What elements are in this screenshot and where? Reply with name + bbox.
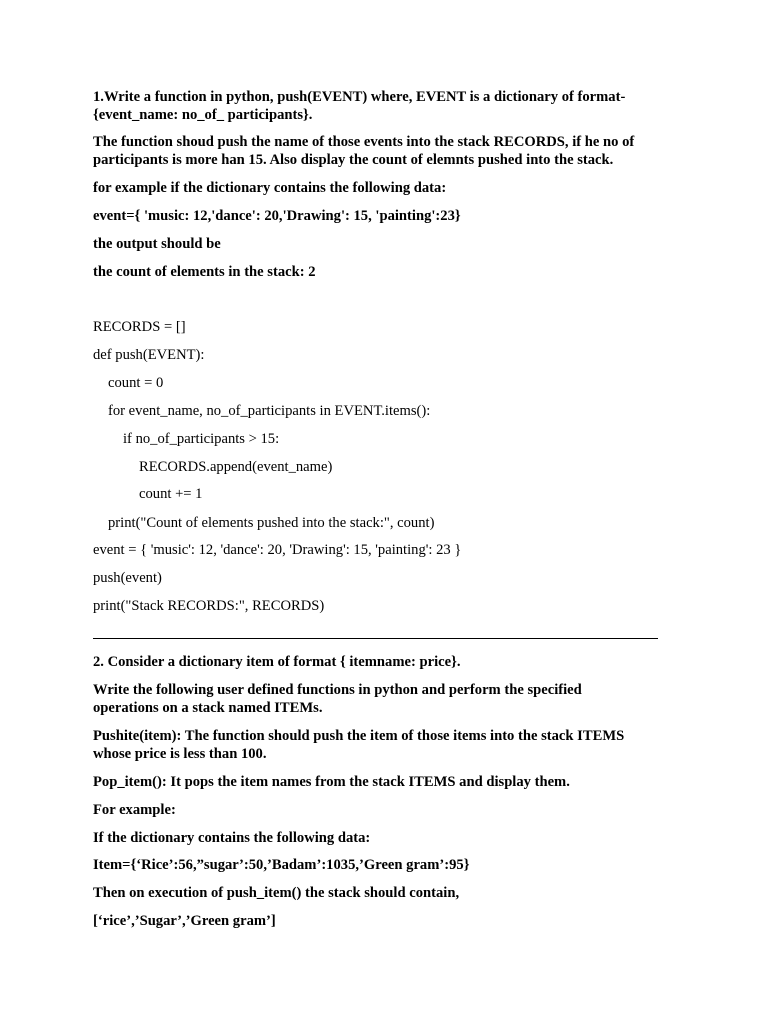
- code-line: for event_name, no_of_participants in EVENT.items():: [108, 403, 431, 419]
- code-line: RECORDS.append(event_name): [139, 459, 333, 475]
- code-line: count = 0: [108, 375, 164, 391]
- q2-description-line-1: Write the following user defined functions in python and perform the specified: [93, 682, 582, 698]
- q2-pop-spec: Pop_item(): It pops the item names from the stack ITEMS and display them.: [93, 774, 570, 790]
- q1-example-data: event={ 'music: 12,'dance': 20,'Drawing': 15, 'painting':23}: [93, 208, 461, 224]
- code-line: print("Stack RECORDS:", RECORDS): [93, 598, 325, 614]
- q1-title-line-1: 1.Write a function in python, push(EVENT) where, EVENT is a dictionary of format-: [93, 89, 626, 105]
- q2-example-label: For example:: [93, 802, 176, 818]
- q2-example-data: Item={‘Rice’:56,”sugar’:50,’Badam’:1035,’Green gram’:95}: [93, 857, 470, 873]
- q2-push-spec-line-1: Pushite(item): The function should push the item of those items into the stack ITEMS: [93, 728, 625, 744]
- q1-description-line-2: participants is more han 15. Also display the count of elemnts pushed into the stack.: [93, 152, 614, 168]
- code-line: RECORDS = []: [93, 319, 186, 335]
- code-line: event = { 'music': 12, 'dance': 20, 'Drawing': 15, 'painting': 23 }: [93, 542, 462, 558]
- code-line: def push(EVENT):: [93, 347, 205, 363]
- q2-description-line-2: operations on a stack named ITEMs.: [93, 700, 323, 716]
- q2-example-intro: If the dictionary contains the following data:: [93, 830, 371, 846]
- q1-description-line-1: The function shoud push the name of those events into the stack RECORDS, if he no of: [93, 134, 635, 150]
- q1-expected-output: the count of elements in the stack: 2: [93, 264, 316, 280]
- horizontal-rule: [93, 638, 658, 639]
- q1-output-intro: the output should be: [93, 236, 221, 252]
- code-line: if no_of_participants > 15:: [123, 431, 280, 447]
- q1-example-intro: for example if the dictionary contains the following data:: [93, 180, 447, 196]
- code-line: count += 1: [139, 486, 203, 502]
- q2-result-stack: [‘rice’,’Sugar’,’Green gram’]: [93, 913, 276, 929]
- code-line: push(event): [93, 570, 162, 586]
- q1-title-line-2: {event_name: no_of_ participants}.: [93, 107, 313, 123]
- q2-result-intro: Then on execution of push_item() the stack should contain,: [93, 885, 460, 901]
- code-line: print("Count of elements pushed into the stack:", count): [108, 515, 435, 531]
- q2-push-spec-line-2: whose price is less than 100.: [93, 746, 267, 762]
- q2-title: 2. Consider a dictionary item of format { itemname: price}.: [93, 654, 461, 670]
